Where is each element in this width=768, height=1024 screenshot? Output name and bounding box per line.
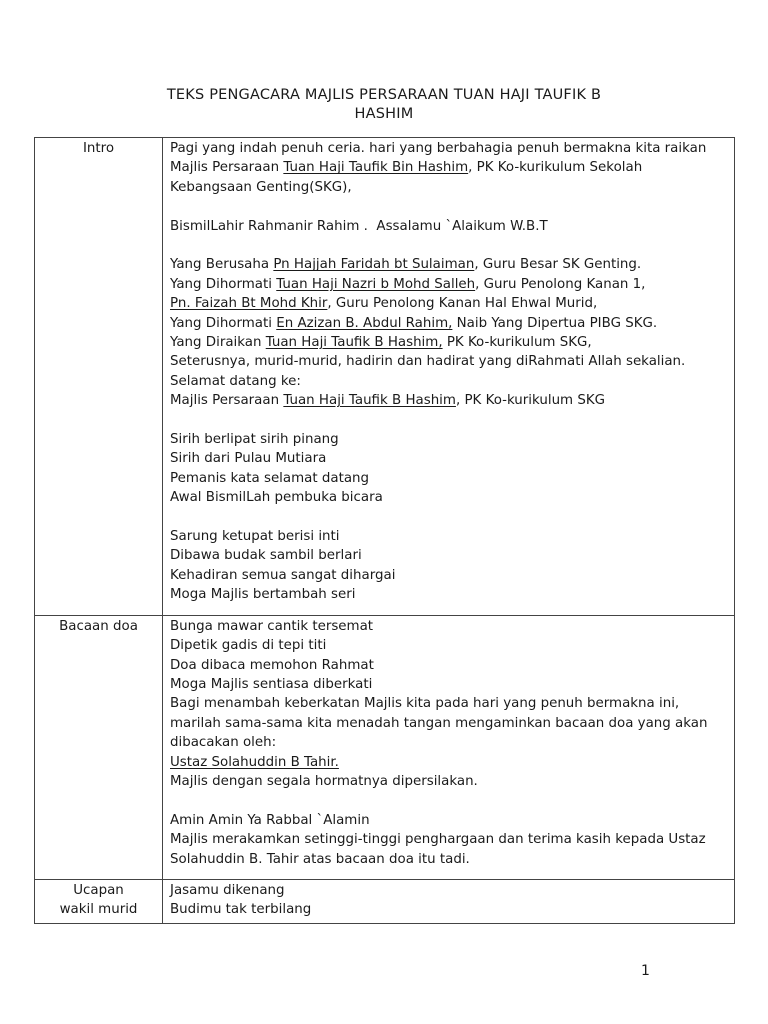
underlined-name: Tuan Haji Nazri b Mohd Salleh	[276, 276, 476, 292]
text-segment: Bagi menambah keberkatan Majlis kita pada hari yang penuh bermakna ini,	[170, 696, 680, 712]
text-segment: PK Ko-kurikulum SKG,	[442, 335, 592, 351]
text-segment: Majlis merakamkan setinggi-tinggi penghargaan dan terima kasih kepada Ustaz	[170, 832, 706, 848]
text-segment: Jasamu dikenang	[170, 882, 285, 898]
text-segment: Yang Dihormati	[170, 276, 277, 292]
text-line	[170, 314, 728, 333]
text-line	[170, 449, 728, 468]
text-segment: Sirih berlipat sirih pinang	[170, 432, 339, 448]
section-label	[35, 879, 163, 923]
text-line	[170, 391, 728, 410]
text-line	[170, 527, 728, 546]
text-segment: Majlis dengan segala hormatnya dipersilakan.	[170, 773, 478, 789]
text-segment: , PK Ko-kurikulum SKG	[455, 393, 606, 409]
section-content	[163, 879, 735, 923]
text-line	[170, 675, 728, 694]
underlined-name: Tuan Haji Taufik B Hashim,	[265, 335, 443, 351]
text-segment: Sarung ketupat berisi inti	[170, 529, 340, 545]
text-segment: Seterusnya, murid-murid, hadirin dan hadirat yang diRahmati Allah sekalian.	[170, 354, 686, 370]
text-segment: Doa dibaca memohon Rahmat	[170, 657, 374, 673]
text-segment: Pagi yang indah penuh ceria. hari yang berbahagia penuh bermakna kita raikan	[170, 141, 707, 156]
text-line	[170, 753, 728, 772]
text-line	[170, 255, 728, 274]
text-line	[170, 469, 728, 488]
text-line	[170, 585, 728, 604]
script-table-body	[35, 138, 735, 924]
text-segment: Bunga mawar cantik tersemat	[170, 618, 374, 634]
text-line	[170, 714, 728, 733]
table-row	[35, 138, 735, 616]
text-segment: Awal BismilLah pembuka bicara	[170, 490, 383, 506]
blank-line	[170, 791, 728, 810]
text-line	[170, 881, 728, 900]
script-table	[34, 137, 735, 924]
text-line	[170, 546, 728, 565]
text-line	[170, 430, 728, 449]
text-line	[170, 733, 728, 752]
text-line	[170, 566, 728, 585]
text-segment: Pemanis kata selamat datang	[170, 470, 370, 486]
blank-line	[170, 236, 728, 255]
blank-line	[170, 508, 728, 527]
underlined-name: Tuan Haji Taufik Bin Hashim	[283, 160, 469, 176]
text-segment: Moga Majlis sentiasa diberkati	[170, 676, 373, 692]
text-line	[170, 488, 728, 507]
text-segment: , Guru Penolong Kanan 1,	[475, 276, 646, 292]
page-title	[60, 86, 708, 124]
text-segment: Dipetik gadis di tepi titi	[170, 638, 327, 654]
text-segment: Naib Yang Dipertua PIBG SKG.	[452, 315, 658, 331]
underlined-name: Ustaz Solahuddin B Tahir.	[170, 754, 339, 770]
text-line	[170, 294, 728, 313]
text-line	[170, 333, 728, 352]
text-line	[170, 811, 728, 830]
text-segment: , Guru Penolong Kanan Hal Ehwal Murid,	[327, 296, 598, 312]
title-line-1: TEKS PENGACARA MAJLIS PERSARAAN TUAN HAJI TAUFIK B	[166, 87, 602, 103]
section-label-line: wakil murid	[59, 902, 138, 918]
text-segment: BismilLahir Rahmanir Rahim . Assalamu `Alaikum W.B.T	[170, 218, 548, 234]
text-segment: Solahuddin B. Tahir atas bacaan doa itu tadi.	[170, 851, 470, 867]
text-line	[170, 656, 728, 675]
text-line	[170, 372, 728, 391]
blank-line	[170, 197, 728, 216]
page-number: 1	[641, 963, 650, 979]
table-row	[35, 879, 735, 923]
text-segment: Yang Berusaha	[170, 257, 274, 273]
text-segment: Kehadiran semua sangat dihargai	[170, 567, 396, 583]
underlined-name: Pn. Faizah Bt Mohd Khir	[170, 296, 328, 312]
section-label-line: Intro	[82, 141, 115, 156]
text-line	[170, 617, 728, 636]
blank-line	[170, 411, 728, 430]
text-segment: marilah sama-sama kita menadah tangan mengaminkan bacaan doa yang akan	[170, 715, 708, 731]
section-content	[163, 615, 735, 879]
text-segment: Selamat datang ke:	[170, 373, 301, 389]
text-segment: Amin Amin Ya Rabbal `Alamin	[170, 812, 370, 828]
underlined-name: Pn Hajjah Faridah bt Sulaiman	[273, 257, 475, 273]
text-segment: Dibawa budak sambil berlari	[170, 548, 362, 564]
text-line	[170, 217, 728, 236]
text-line	[170, 275, 728, 294]
text-line	[170, 636, 728, 655]
underlined-name: En Azizan B. Abdul Rahim,	[276, 315, 453, 331]
text-line	[170, 694, 728, 713]
title-line-2: HASHIM	[354, 106, 414, 122]
text-line	[170, 830, 728, 849]
section-label-line: Bacaan doa	[59, 618, 138, 634]
text-segment: Yang Dihormati	[170, 315, 277, 331]
text-segment: Sirih dari Pulau Mutiara	[170, 451, 327, 467]
text-line	[170, 850, 728, 869]
text-segment: , PK Ko-kurikulum Sekolah	[468, 160, 643, 176]
text-line	[170, 352, 728, 371]
text-line	[170, 772, 728, 791]
text-segment: Moga Majlis bertambah seri	[170, 587, 356, 603]
text-segment: Majlis Persaraan	[170, 160, 284, 176]
section-content	[163, 138, 735, 616]
text-line	[170, 900, 728, 919]
text-segment: Kebangsaan Genting(SKG),	[170, 179, 352, 195]
section-label	[35, 138, 163, 616]
text-segment: Majlis Persaraan	[170, 393, 284, 409]
table-row	[35, 615, 735, 879]
text-line	[170, 178, 728, 197]
underlined-name: Tuan Haji Taufik B Hashim	[283, 393, 456, 409]
text-segment: Yang Diraikan	[170, 335, 266, 351]
text-segment: , Guru Besar SK Genting.	[474, 257, 642, 273]
text-segment: dibacakan oleh:	[170, 735, 277, 751]
section-label	[35, 615, 163, 879]
text-segment: Budimu tak terbilang	[170, 902, 312, 918]
section-label-line: Ucapan	[73, 882, 124, 898]
text-line	[170, 139, 728, 158]
text-line	[170, 158, 728, 177]
